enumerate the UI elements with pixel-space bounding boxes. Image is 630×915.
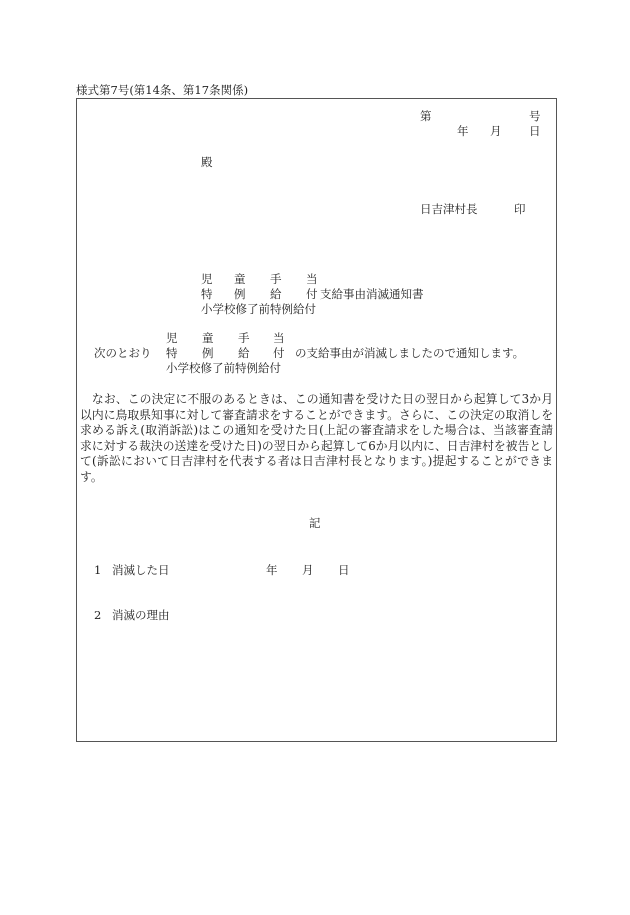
notice-prefix: 次のとおり: [94, 346, 152, 360]
item-number: 2: [94, 608, 102, 622]
title-suffix: 支給事由消滅通知書: [320, 287, 424, 301]
notice-char: 付: [273, 346, 285, 360]
number-prefix: 第: [420, 109, 432, 123]
title-char: 付: [306, 287, 318, 301]
title-char: 手: [270, 272, 282, 286]
title-char: 児: [201, 272, 213, 286]
appeal-line: て(訴訟において日吉津村を代表する者は日吉津村長となります。)提起することができま: [80, 454, 553, 468]
addressee-suffix: 殿: [201, 155, 213, 169]
date-day: 日: [529, 124, 541, 138]
ki-heading: 記: [309, 516, 321, 530]
notice-char: 特: [166, 346, 178, 360]
notice-char: 給: [238, 346, 250, 360]
number-suffix: 号: [529, 109, 541, 123]
notice-char: 手: [238, 331, 250, 345]
appeal-line: なお、この決定に不服のあるときは、この通知書を受けた日の翌日から起算して3か月: [80, 392, 553, 406]
notice-char: 当: [273, 331, 285, 345]
notice-char: 児: [166, 331, 178, 345]
notice-char: 童: [202, 331, 214, 345]
notice-char: 例: [202, 346, 214, 360]
notice-row3: 小学校修了前特例給付: [166, 361, 281, 375]
date-month: 月: [490, 124, 502, 138]
item-number: 1: [94, 563, 102, 577]
date-year: 年: [457, 124, 469, 138]
appeal-line: 求める訴え(取消訴訟)はこの通知を受けた日(上記の審査請求をした場合は、当該審査請: [80, 423, 553, 437]
issuer-name: 日吉津村長: [420, 202, 478, 216]
form-header: 様式第7号(第14条、第17条関係): [76, 83, 249, 97]
title-char: 例: [234, 287, 246, 301]
appeal-line: す。: [80, 470, 103, 484]
item-label: 消滅の理由: [112, 608, 170, 622]
appeal-line: 求に対する裁決の送達を受けた日)の翌日から起算して6か月以内に、日吉津村を被告とし: [80, 439, 553, 453]
title-char: 当: [306, 272, 318, 286]
title-char: 特: [201, 287, 213, 301]
notice-suffix: の支給事由が消滅しましたので通知します。: [295, 346, 525, 360]
item-year: 年: [266, 563, 278, 577]
appeal-line: 以内に鳥取県知事に対して審査請求をすることができます。さらに、この決定の取消しを: [80, 408, 553, 422]
title-char: 給: [270, 287, 282, 301]
item-label: 消滅した日: [112, 563, 170, 577]
title-row3: 小学校修了前特例給付: [201, 302, 316, 316]
title-char: 童: [234, 272, 246, 286]
item-month: 月: [302, 563, 314, 577]
item-day: 日: [338, 563, 350, 577]
issuer-seal: 印: [514, 202, 526, 216]
